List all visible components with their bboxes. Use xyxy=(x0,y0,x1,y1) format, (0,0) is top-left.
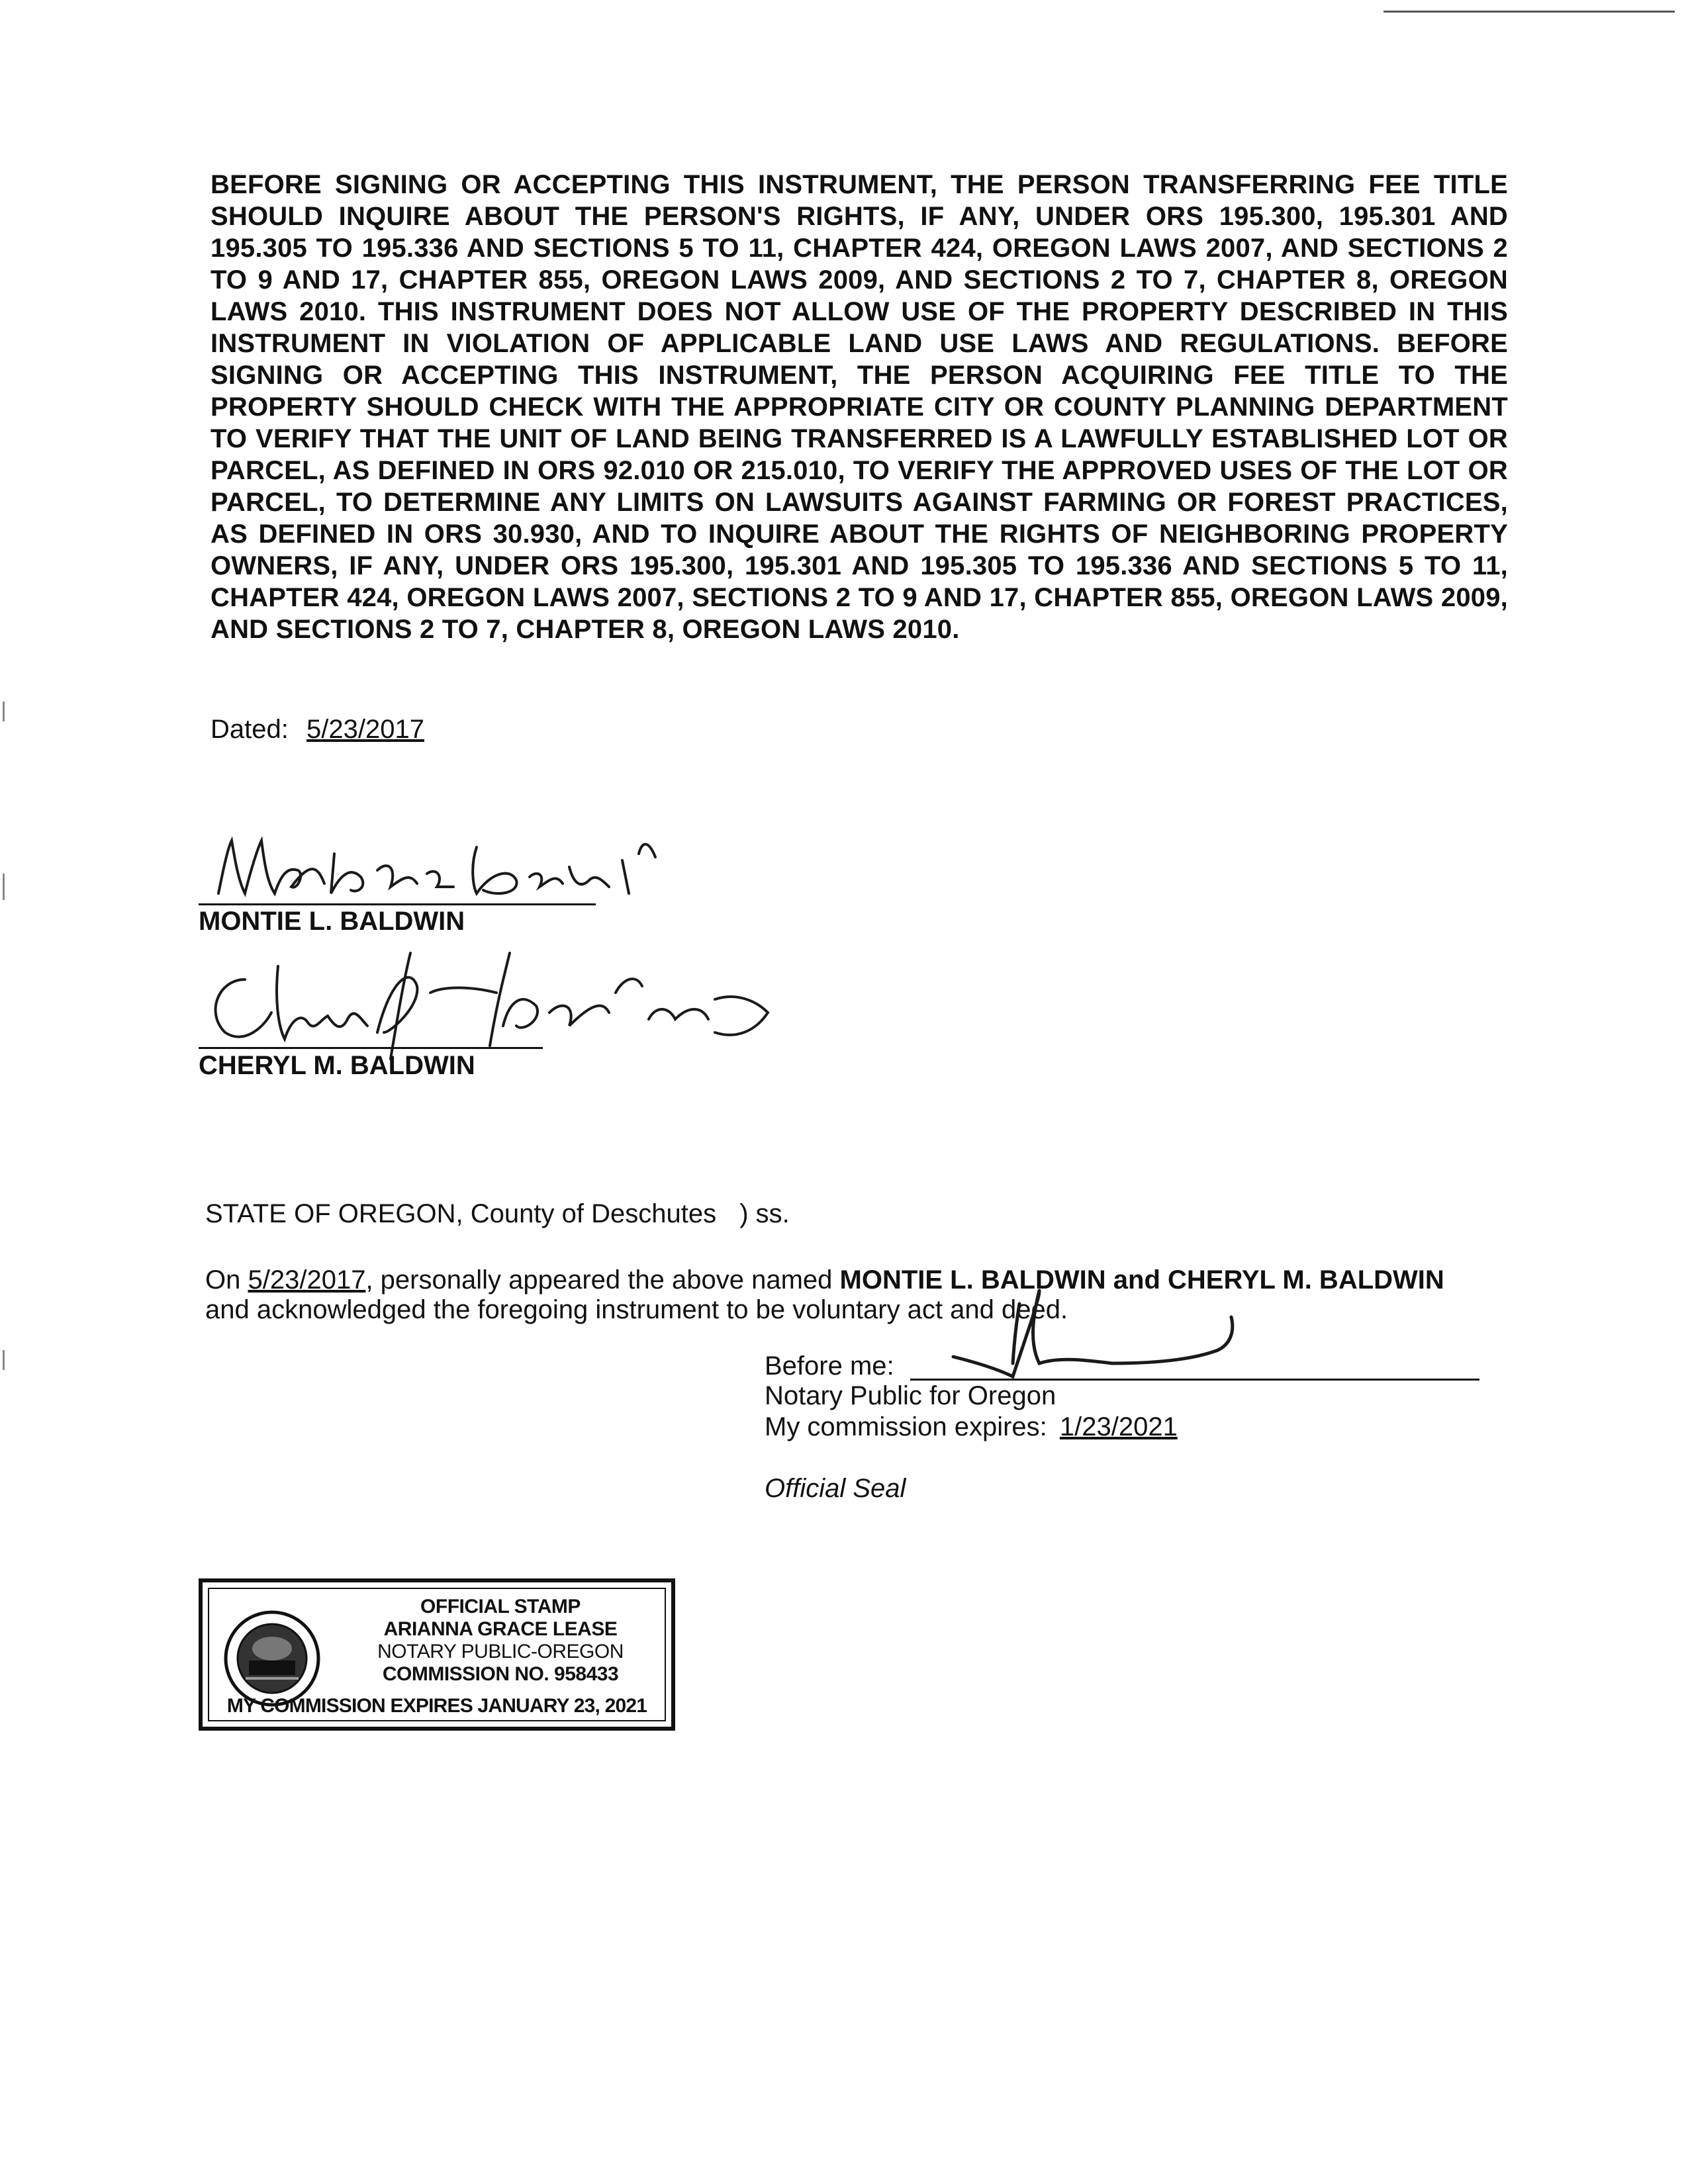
notary-title: Notary Public for Oregon xyxy=(765,1381,1056,1410)
venue-text: STATE OF OREGON, County of Deschutes xyxy=(205,1199,717,1228)
stamp-line-3: NOTARY PUBLIC-OREGON xyxy=(377,1641,624,1662)
stamp-line-4: COMMISSION NO. 958433 xyxy=(382,1663,619,1685)
ack-names: MONTIE L. BALDWIN and CHERYL M. BALDWIN xyxy=(839,1265,1444,1295)
dated-value: 5/23/2017 xyxy=(306,715,424,744)
stamp-line-2: ARIANNA GRACE LEASE xyxy=(383,1618,618,1640)
before-me-label: Before me: xyxy=(765,1351,894,1381)
signature-line xyxy=(199,903,596,905)
ack-on: On xyxy=(205,1265,241,1295)
ack-mid: , personally appeared the above named xyxy=(365,1265,833,1295)
signer-name: MONTIE L. BALDWIN xyxy=(199,907,465,936)
oregon-state-seal-icon xyxy=(222,1609,322,1708)
official-notary-stamp xyxy=(199,1578,675,1731)
signature-line xyxy=(199,1047,543,1049)
venue-line xyxy=(205,1198,790,1230)
acknowledgment-line-1 xyxy=(205,1264,1444,1296)
notary-signature xyxy=(940,1277,1244,1383)
commission-line xyxy=(765,1411,1178,1443)
stamp-line-1: OFFICIAL STAMP xyxy=(420,1596,581,1617)
commission-label: My commission expires: xyxy=(765,1412,1047,1441)
official-seal-label: Official Seal xyxy=(765,1474,906,1503)
venue-ss: ) ss. xyxy=(739,1199,790,1228)
dated-label: Dated: xyxy=(211,715,289,744)
dated-line xyxy=(211,713,424,745)
scan-top-rule xyxy=(1383,11,1675,13)
land-use-warning-paragraph: BEFORE SIGNING OR ACCEPTING THIS INSTRUMENT, THE PERSON TRANSFERRING FEE TITLE SHOULD INQUIRE ABOUT THE PERSON'S RIGHTS, IF ANY, UNDER ORS 195.300, 195.301 AND 195.305 TO 195.336 AND SECTIONS 5 TO 11, CHAPTER 424, OREGON LAWS 2007, AND SECTIONS 2 TO 9 AND 17, CHAPTER 855, OREGON LAWS 2009, AND SECTIONS 2 TO 7, CHAPTER 8, OREGON LAWS 2010. THIS INSTRUMENT DOES NOT ALLOW USE OF THE PROPERTY DESCRIBED IN THIS INSTRUMENT IN VIOLATION OF APPLICABLE LAND USE LAWS AND REGULATIONS. BEFORE SIGNING OR ACCEPTING THIS INSTRUMENT, THE PERSON ACQUIRING FEE TITLE TO THE PROPERTY SHOULD CHECK WITH THE APPROPRIATE CITY OR COUNTY PLANNING DEPARTMENT TO VERIFY THAT THE UNIT OF LAND BEING TRANSFERRED IS A LAWFULLY ESTABLISHED LOT OR PARCEL, AS DEFINED IN ORS 92.010 OR 215.010, TO VERIFY THE APPROVED USES OF THE LOT OR PARCEL, TO DETERMINE ANY LIMITS ON LAWSUITS AGAINST FARMING OR FOREST PRACTICES, AS DEFINED IN ORS 30.930, AND TO INQUIRE ABOUT THE RIGHTS OF NEIGHBORING PROPERTY OWNERS, IF ANY, UNDER ORS 195.300, 195.301 AND 195.305 TO 195.336 AND SECTIONS 5 TO 11, CHAPTER 424, OREGON LAWS 2007, SECTIONS 2 TO 9 AND 17, CHAPTER 855, OREGON LAWS 2009, AND SECTIONS 2 TO 7, CHAPTER 8, OREGON LAWS 2010. xyxy=(211,170,1508,644)
scan-edge-mark xyxy=(3,874,5,900)
ack-date: 5/23/2017 xyxy=(248,1265,366,1295)
scan-edge-mark xyxy=(3,1350,5,1370)
stamp-expiration: MY COMMISSION EXPIRES JANUARY 23, 2021 xyxy=(226,1695,647,1717)
acknowledgment-line-2: and acknowledged the foregoing instrument to be voluntary act and deed. xyxy=(205,1295,1068,1324)
scan-edge-mark xyxy=(3,702,5,721)
signer-name: CHERYL M. BALDWIN xyxy=(199,1051,475,1080)
commission-date: 1/23/2021 xyxy=(1059,1412,1178,1441)
